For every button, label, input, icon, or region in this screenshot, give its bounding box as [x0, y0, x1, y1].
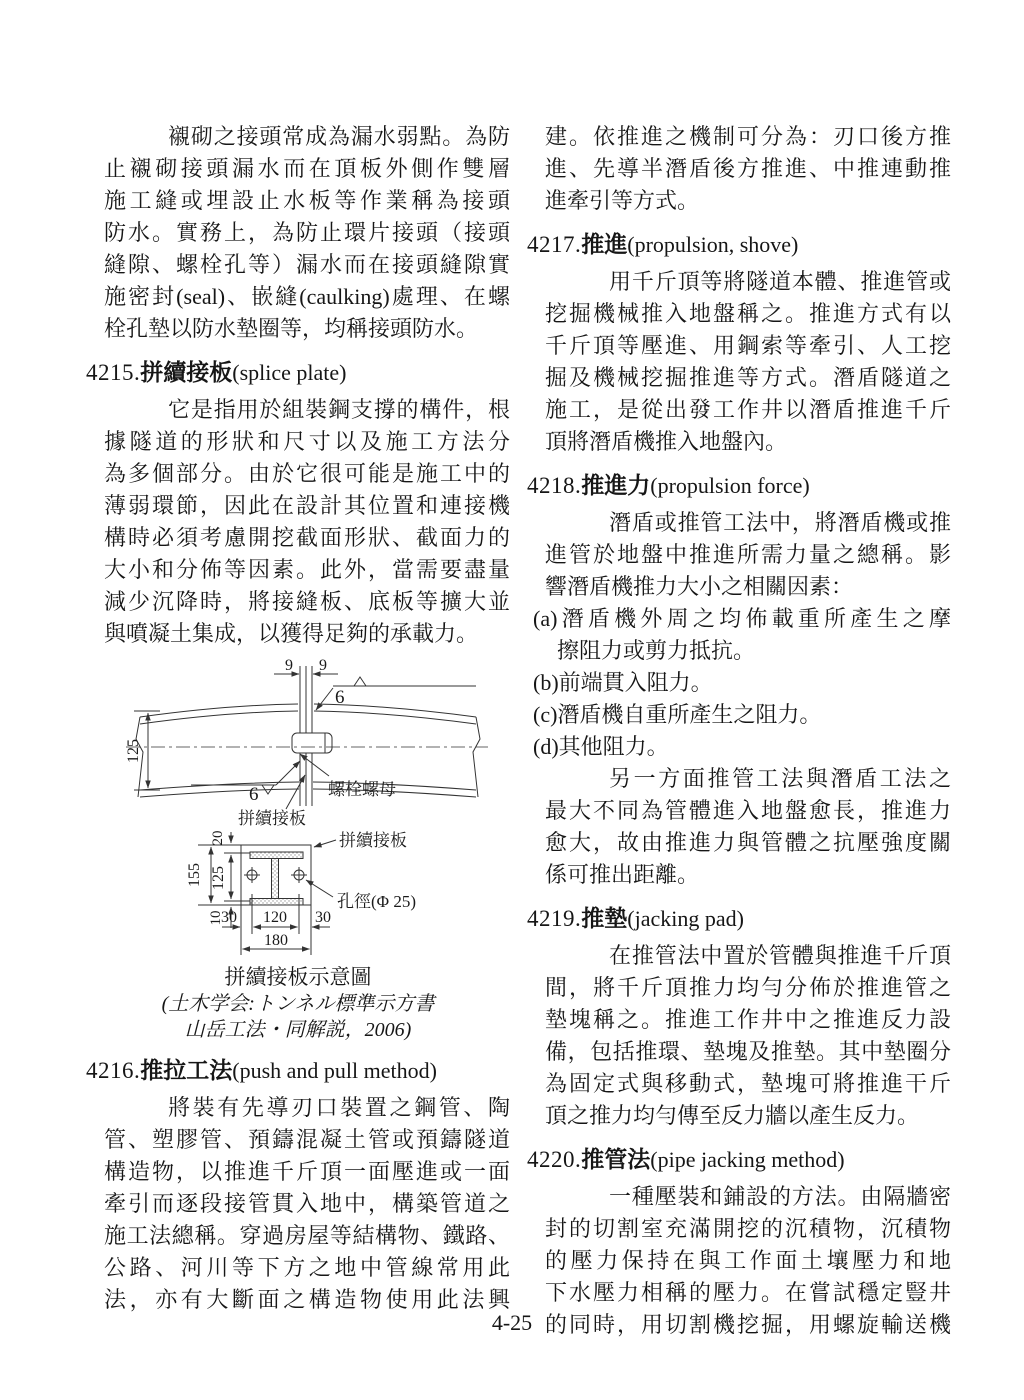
text-line: 減少沉降時，將接縫板、底板等擴大並 — [104, 589, 510, 614]
text-line: 牽引而逐段接管貫入地中，構築管道之 — [104, 1191, 510, 1216]
text-line: 栓孔墊以防水墊圈等，均稱接頭防水。 — [104, 316, 479, 341]
dim-20: 20 — [210, 830, 226, 846]
text-line: 進、先導半潛盾後方推進、中推連動推 — [545, 156, 951, 181]
text-line: 的壓力保持在與工作面土壤壓力和地 — [545, 1248, 951, 1273]
dim-10: 10 — [208, 910, 224, 926]
paragraph — [104, 121, 510, 345]
entry-number: 4217. — [527, 232, 582, 257]
text-line: 將裝有先導刃口裝置之鋼管、陶 — [168, 1095, 510, 1120]
list-item — [533, 699, 951, 731]
weld-size-bottom: 6 — [249, 784, 259, 805]
text-line: 響潛盾機推力大小之相關因素： — [545, 574, 854, 599]
text-line: 墊塊稱之。推進工作井中之推進反力設 — [545, 1007, 951, 1032]
entry-term: 推管法 — [581, 1146, 651, 1172]
text-line: 薄弱環節，因此在設計其位置和連接機 — [104, 493, 510, 518]
entry-term-english: (splice plate) — [232, 360, 347, 385]
text-line: 建。依推進之機制可分為：刃口後方推 — [545, 124, 951, 149]
text-line: 千斤頂等壓進、用鋼索等牽引、人工挖 — [545, 333, 951, 358]
entry-term: 推進力 — [581, 472, 651, 498]
list-item — [533, 731, 951, 763]
text-line: 止襯砌接頭漏水而在頂板外側作雙層 — [104, 156, 510, 181]
text-line: 施密封(seal)、嵌縫(caulking)處理、在螺 — [104, 284, 510, 309]
text-line: 掘及機械挖掘推進等方式。潛盾隧道之 — [545, 365, 951, 390]
text-line: 進管於地盤中推進所需力量之總稱。影 — [545, 542, 951, 567]
text-line: 頂之推力均勻傳至反力牆以產生反力。 — [545, 1103, 920, 1128]
text-line: 潛盾或推管工法中，將潛盾機或推 — [609, 510, 951, 535]
text-line: 封的切割室充滿開挖的沉積物，沉積物 — [545, 1216, 951, 1241]
entry-number: 4215. — [86, 360, 141, 385]
entry-term-english: (jacking pad) — [627, 906, 744, 931]
text-line: 最大不同為管體進入地盤愈長，推進力 — [545, 798, 951, 823]
figure-splice-plate — [86, 654, 510, 1043]
entry-heading — [86, 355, 510, 390]
text-line: 下水壓力相稱的壓力。在嘗試穩定豎井 — [545, 1280, 951, 1305]
hole-diameter-label: 孔徑(Φ 25) — [337, 892, 416, 911]
entry-number: 4219. — [527, 906, 582, 931]
paragraph — [104, 1092, 510, 1316]
text-line: 另一方面推管工法與潛盾工法之 — [609, 766, 951, 791]
dim-155: 155 — [186, 863, 203, 887]
paragraph — [545, 507, 951, 603]
entry-term-english: (push and pull method) — [232, 1058, 437, 1083]
entry-term-english: (propulsion force) — [650, 473, 810, 498]
list-item — [533, 603, 951, 667]
text-line: 施工法總稱。穿過房屋等結構物、鐵路、 — [104, 1223, 510, 1248]
dim-120: 120 — [263, 909, 287, 926]
left-column — [86, 121, 510, 1316]
diagram-linework — [126, 666, 488, 955]
text-line: (a)潛盾機外周之均佈載重所產生之摩 — [533, 606, 951, 631]
entry-term: 推拉工法 — [140, 1057, 233, 1083]
right-column — [527, 121, 951, 1341]
text-line: 愈大，故由推進力與管體之抗壓強度關 — [545, 830, 951, 855]
entry-heading — [527, 468, 951, 503]
figure-caption: 拼續接板示意圖 — [224, 965, 372, 989]
paragraph — [545, 763, 951, 891]
entry-heading — [527, 901, 951, 936]
figure-source-line2: 山岳工法・同解説，2006) — [184, 1019, 412, 1041]
entry-number: 4218. — [527, 473, 582, 498]
figure-source-line1: (土木学会:トンネル標準示方書 — [161, 993, 435, 1015]
text-line: 法，亦有大斷面之構造物使用此法興 — [104, 1287, 510, 1312]
text-line: (b)前端貫入阻力。 — [533, 670, 713, 695]
text-line: 為固定式與移動式，墊塊可將推進干斤 — [545, 1071, 951, 1096]
text-line: 施工，是從出發工作井以潛盾推進千斤 — [545, 397, 951, 422]
text-line: 間，將千斤頂推力均勻分佈於推進管之 — [545, 975, 951, 1000]
entry-term: 拼續接板 — [140, 359, 233, 385]
text-line: 公路、河川等下方之地中管線常用此 — [104, 1255, 510, 1280]
text-line: 它是指用於組裝鋼支撐的構件，根 — [168, 397, 510, 422]
entry-term: 推墊 — [581, 905, 628, 931]
text-line: 挖掘機械推入地盤稱之。推進方式有以 — [545, 301, 951, 326]
entry-number: 4216. — [86, 1058, 141, 1083]
text-line: 備，包括推環、墊塊及推墊。其中墊圈分 — [545, 1039, 951, 1064]
dim-30-left: 30 — [221, 909, 237, 926]
text-line: 進牽引等方式。 — [545, 188, 700, 213]
text-line: 施工縫或埋設止水板等作業稱為接頭 — [104, 188, 510, 213]
entry-number: 4220. — [527, 1147, 582, 1172]
text-line: 係可推出距離。 — [545, 862, 700, 887]
text-line: 防水。實務上，為防止環片接頭（接頭 — [104, 220, 510, 245]
text-line: 構造物，以推進千斤頂一面壓進或一面 — [104, 1159, 510, 1184]
text-line: 據隧道的形狀和尺寸以及施工方法分 — [104, 429, 510, 454]
text-line: 與噴凝土集成，以獲得足夠的承載力。 — [104, 621, 479, 646]
text-line: 為多個部分。由於它很可能是施工中的 — [104, 461, 510, 486]
dim-9-right: 9 — [319, 657, 327, 674]
splice-plate-label-side: 拼續接板 — [238, 809, 306, 828]
paragraph — [104, 394, 510, 650]
paragraph — [545, 940, 951, 1132]
left-column-bottom-blocks — [86, 1053, 510, 1316]
paragraph — [545, 266, 951, 458]
splice-plate-label-front: 拼續接板 — [339, 831, 407, 850]
dim-9-left: 9 — [285, 657, 293, 674]
entry-term-english: (propulsion, shove) — [627, 232, 799, 257]
splice-plate-diagram — [86, 654, 510, 964]
dim-125-side: 125 — [125, 739, 142, 763]
text-line: 一種壓裝和鋪設的方法。由隔牆密 — [609, 1184, 951, 1209]
dim-180: 180 — [264, 932, 288, 949]
left-column-top-blocks — [86, 121, 510, 650]
text-line: 襯砌之接頭常成為漏水弱點。為防 — [168, 124, 510, 149]
text-line: 管、塑膠管、預鑄混凝土管或預鑄隧道 — [104, 1127, 510, 1152]
entry-term: 推進 — [581, 231, 628, 257]
text-line: 構時必須考慮開挖截面形狀、截面力的 — [104, 525, 510, 550]
entry-heading — [527, 1142, 951, 1177]
bolt-nut-label: 螺栓螺母 — [328, 780, 396, 799]
weld-size-top: 6 — [335, 687, 345, 708]
text-line: (c)潛盾機自重所產生之阻力。 — [533, 702, 822, 727]
paragraph — [545, 121, 951, 217]
text-line: (d)其他阻力。 — [533, 734, 669, 759]
text-line: 的同時，用切割機挖掘，用螺旋輸送機 — [545, 1312, 951, 1337]
text-line: 縫隙、螺栓孔等）漏水而在接頭縫隙實 — [104, 252, 510, 277]
text-line: 擦阻力或剪力抵抗。 — [557, 638, 756, 663]
entry-term-english: (pipe jacking method) — [650, 1147, 845, 1172]
dim-125-front: 125 — [210, 866, 227, 890]
page-number: 4-25 — [491, 1310, 533, 1335]
text-line: 用千斤頂等將隧道本體、推進管或 — [609, 269, 951, 294]
entry-heading — [527, 227, 951, 262]
text-line: 在推管法中置於管體與推進千斤頂 — [609, 943, 951, 968]
text-line: 大小和分佈等因素。此外，當需要盡量 — [104, 557, 510, 582]
list-item — [533, 667, 951, 699]
entry-heading — [86, 1053, 510, 1088]
text-line: 頂將潛盾機推入地盤內。 — [545, 429, 788, 454]
dim-30-right: 30 — [315, 909, 331, 926]
